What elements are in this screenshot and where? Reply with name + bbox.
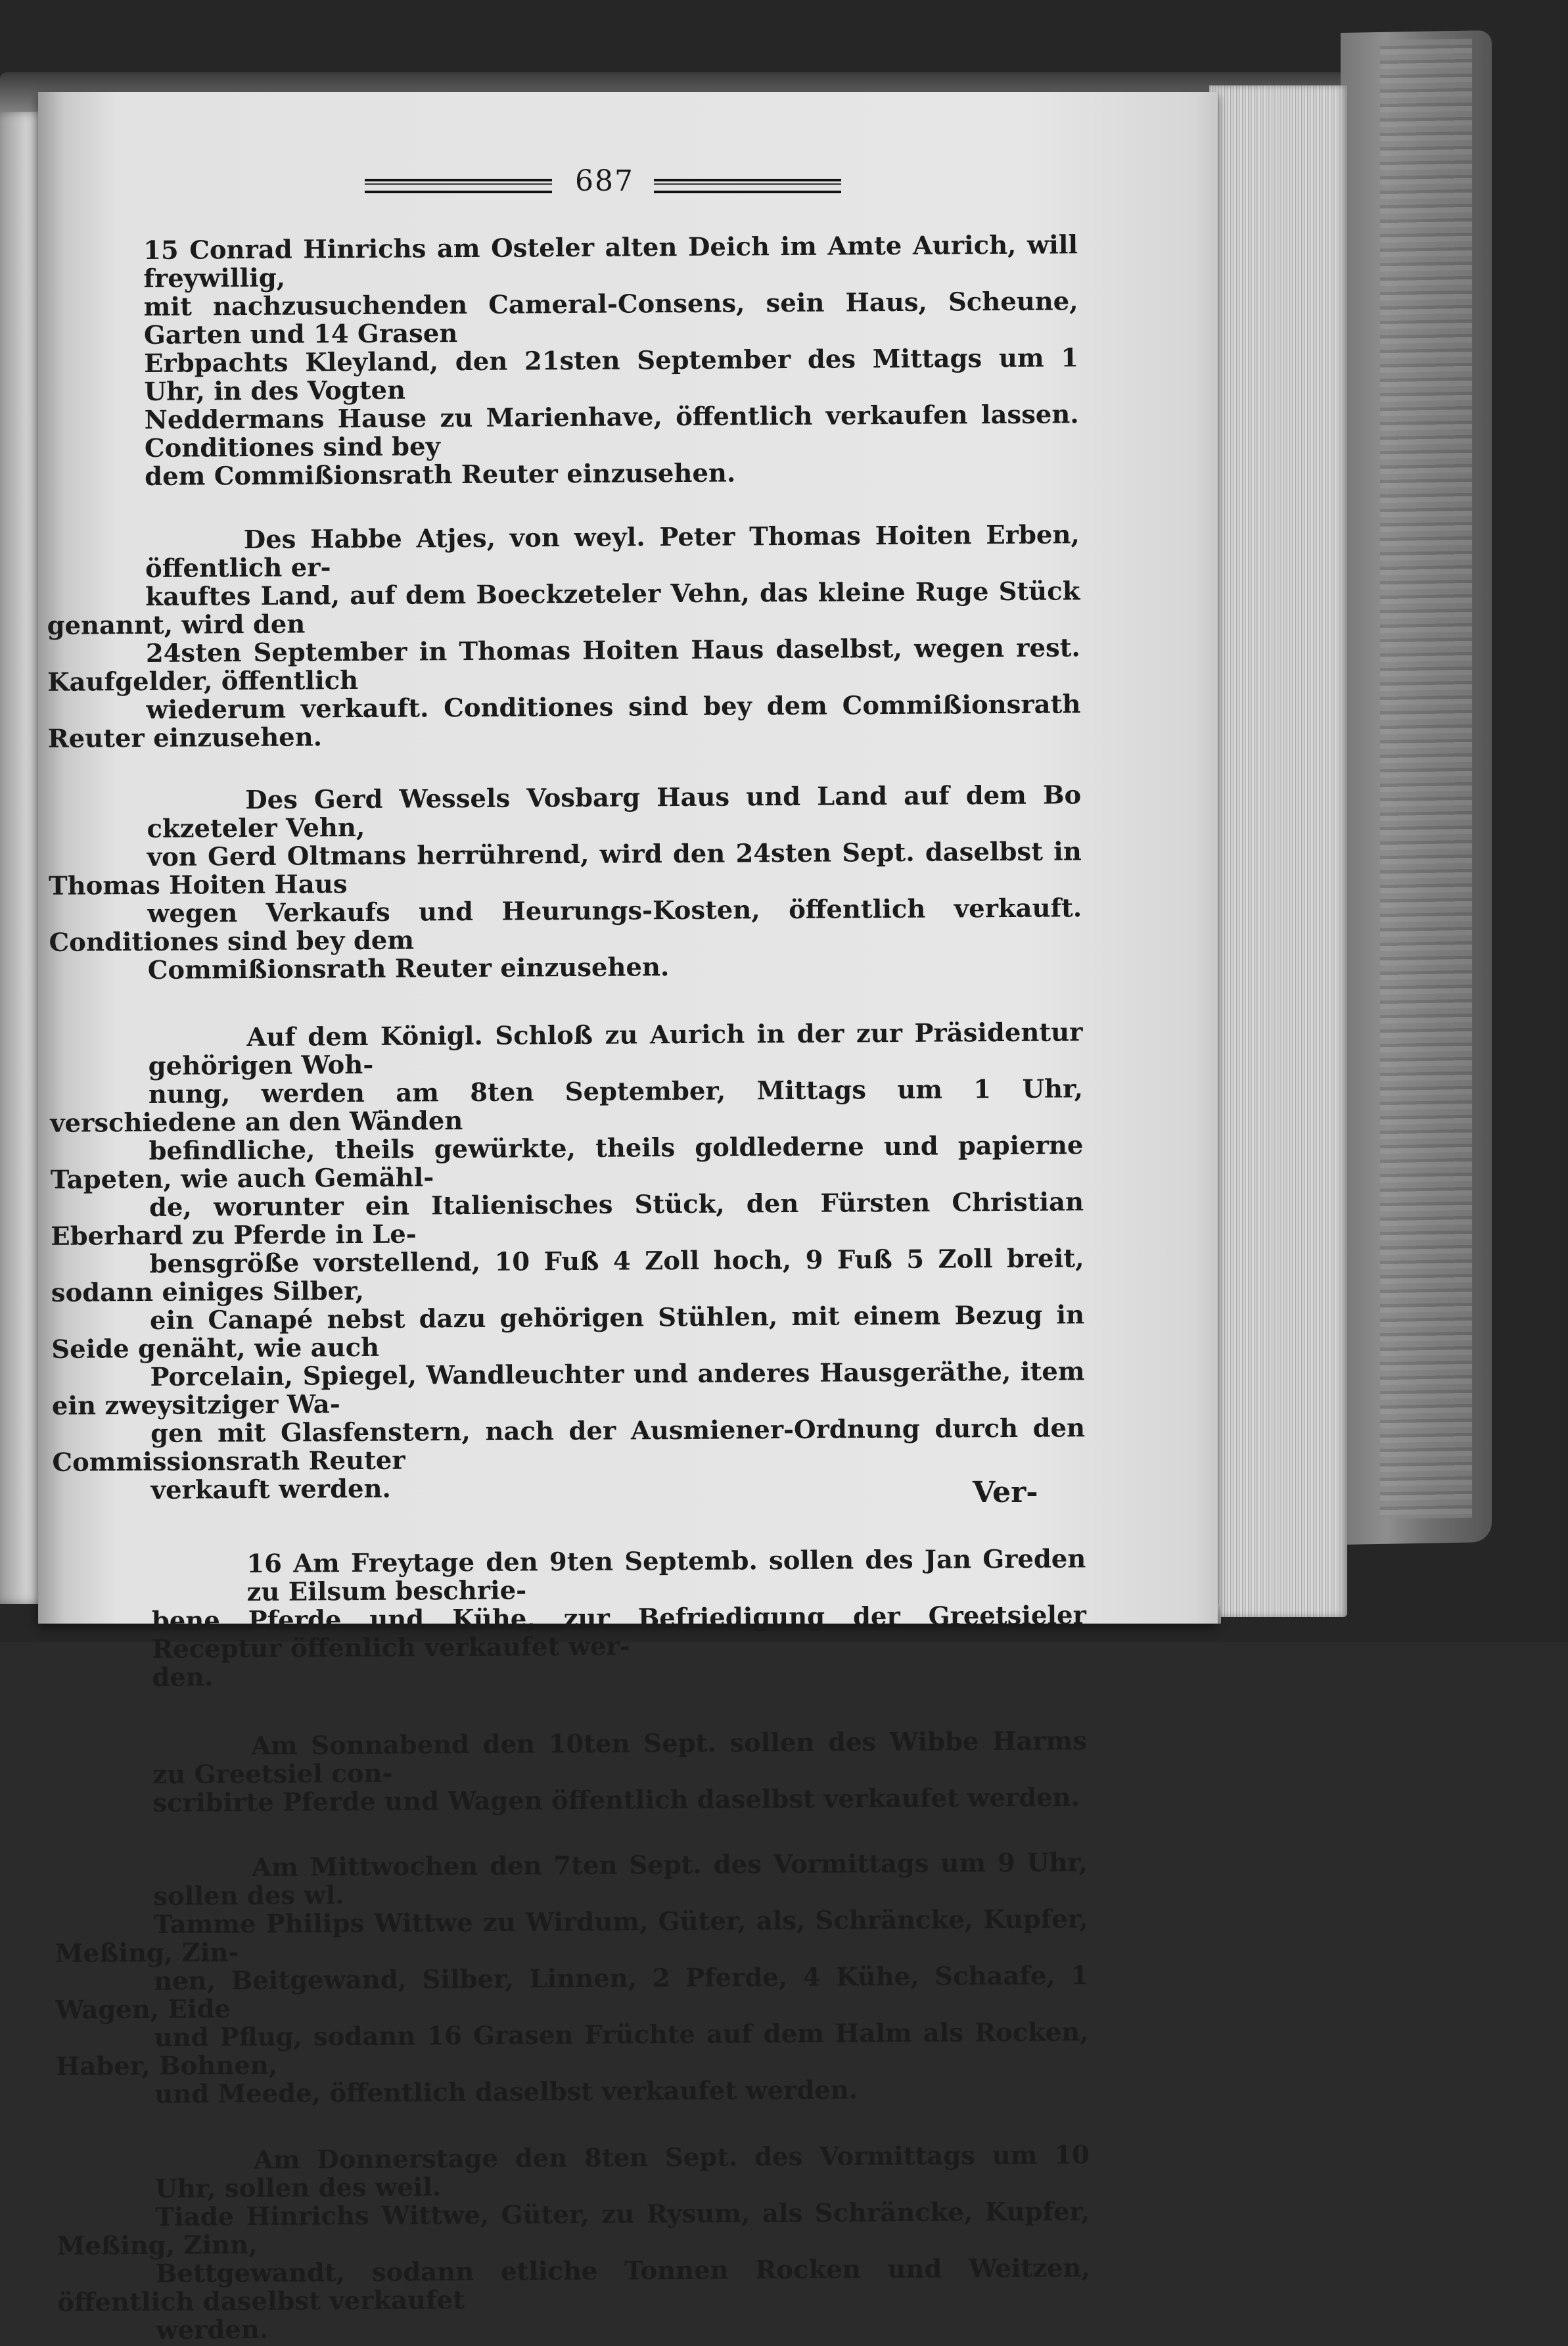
text-line: de, worunter ein Italienisches Stück, den Fürsten Christian Eberhard zu Pferde in Le- xyxy=(51,1187,1084,1252)
text-line: wegen Verkaufs und Heurungs-Kosten, öffentlich verkauft. Conditiones sind bey dem xyxy=(49,893,1082,958)
text-line: Am Sonnabend den 10ten Sept. sollen des Wibbe Harms zu Greetsiel con- xyxy=(152,1726,1088,1790)
text-line: Auf dem Königl. Schloß zu Aurich in der zur Präsidentur gehörigen Woh- xyxy=(148,1018,1083,1081)
text-line: 24sten September in Thomas Hoiten Haus daselbst, wegen rest. Kaufgelder, öffentlich xyxy=(47,633,1080,697)
header-rule-right xyxy=(654,179,841,193)
text-line: dem Commißionsrath Reuter einzusehen. xyxy=(145,458,736,492)
text-line: bene Pferde und Kühe, zur Befriedigung der Greetsieler Receptur öffenlich verkaufet wer- xyxy=(151,1601,1086,1664)
page-number: 687 xyxy=(575,164,634,198)
text-line: 16 Am Freytage den 9ten Septemb. sollen des Jan Greden zu Eilsum beschrie- xyxy=(246,1544,1086,1608)
text-line: Neddermans Hause zu Marienhave, öffentlich verkaufen lassen. Conditiones sind bey xyxy=(144,400,1079,463)
book-cover-texture xyxy=(1380,39,1472,1519)
text-line: den. xyxy=(152,1662,214,1693)
text-line: befindliche, theils gewürkte, theils goldlederne und papierne Tapeten, wie auch Gemähl- xyxy=(50,1131,1084,1195)
page-body xyxy=(47,230,1091,2345)
text-line: bensgröße vorstellend, 10 Fuß 4 Zoll hoch, 9 Fuß 5 Zoll breit, sodann einiges Silber, xyxy=(51,1244,1084,1308)
text-line: und Meede, öffentlich daselbst verkaufet werden. xyxy=(154,2075,858,2109)
text-line: Am Donnerstage den 8ten Sept. des Vormittags um 10 Uhr, sollen des weil. xyxy=(155,2140,1090,2204)
text-line: scribirte Pferde und Wagen öffentlich daselbst verkaufet werden. xyxy=(152,1783,1080,1818)
text-line: ein Canapé nebst dazu gehörigen Stühlen, mit einem Bezug in Seide genäht, wie auch xyxy=(51,1300,1085,1365)
text-line: nung, werden am 8ten September, Mittags um 1 Uhr, verschiedene an den Wänden xyxy=(50,1074,1084,1138)
paragraph-4 xyxy=(50,1018,1086,1505)
header-rule-left xyxy=(365,179,552,193)
text-line: wiederum verkauft. Conditiones sind bey dem Commißionsrath Reuter einzusehen. xyxy=(47,690,1081,754)
page-header xyxy=(365,164,844,204)
text-line: werden. xyxy=(156,2314,269,2345)
text-line: Bettgewandt, sodann etliche Tonnen Rocken und Weitzen, öffentlich daselbst verkaufet xyxy=(57,2253,1091,2318)
paragraph-7 xyxy=(55,1848,1089,2109)
text-line: von Gerd Oltmans herrührend, wird den 24sten Sept. daselbst in Thomas Hoiten Haus xyxy=(48,837,1082,901)
text-line: Des Habbe Atjes, von weyl. Peter Thomas Hoiten Erben, öffentlich er- xyxy=(145,520,1080,584)
text-line: mit nachzusuchenden Cameral-Consens, sein Haus, Scheune, Garten und 14 Grasen xyxy=(143,287,1078,350)
paragraph-3 xyxy=(48,780,1082,985)
text-line: Tiade Hinrichs Wittwe, Güter, zu Rysum, als Schräncke, Kupfer, Meßing, Zinn, xyxy=(57,2197,1090,2261)
text-line: Commißionsrath Reuter einzusehen. xyxy=(147,952,670,985)
text-line: Porcelain, Spiegel, Wandleuchter und anderes Hausgeräthe, item ein zweysitziger Wa- xyxy=(51,1357,1085,1421)
page-edges xyxy=(1209,85,1347,1617)
text-line: Erbpachts Kleyland, den 21sten September des Mittags um 1 Uhr, in des Vogten xyxy=(144,343,1079,407)
text-line: Des Gerd Wessels Vosbarg Haus und Land auf dem Bo ckzeteler Vehn, xyxy=(147,780,1082,844)
text-line: verkauft werden. xyxy=(150,1474,392,1505)
catchword: Ver- xyxy=(973,1476,1038,1509)
paragraph-5 xyxy=(151,1545,1086,1692)
text-line: und Pflug, sodann 16 Grasen Früchte auf dem Halm als Rocken, Haber, Bohnen, xyxy=(55,2017,1089,2082)
text-line: nen, Beitgewand, Silber, Linnen, 2 Pferde, 4 Kühe, Schaafe, 1 Wagen, Eide xyxy=(55,1961,1089,2025)
text-line: gen mit Glasfenstern, nach der Ausmiener-Ordnung durch den Commissionsrath Reuter xyxy=(52,1413,1086,1478)
text-line: Am Mittwochen den 7ten Sept. des Vormittags um 9 Uhr, sollen des wl. xyxy=(153,1848,1088,1912)
text-line: kauftes Land, auf dem Boeckzeteler Vehn, das kleine Ruge Stück genannt, wird den xyxy=(47,576,1080,641)
text-line: Tamme Philips Wittwe zu Wirdum, Güter, als, Schräncke, Kupfer, Meßing, Zin- xyxy=(55,1904,1088,1969)
text-line: 15 Conrad Hinrichs am Osteler alten Deich im Amte Aurich, will freywillig, xyxy=(143,230,1078,294)
paragraph-2 xyxy=(47,520,1081,754)
paragraph-8 xyxy=(57,2140,1091,2345)
paragraph-6 xyxy=(152,1727,1088,1818)
paragraph-1 xyxy=(143,231,1079,491)
